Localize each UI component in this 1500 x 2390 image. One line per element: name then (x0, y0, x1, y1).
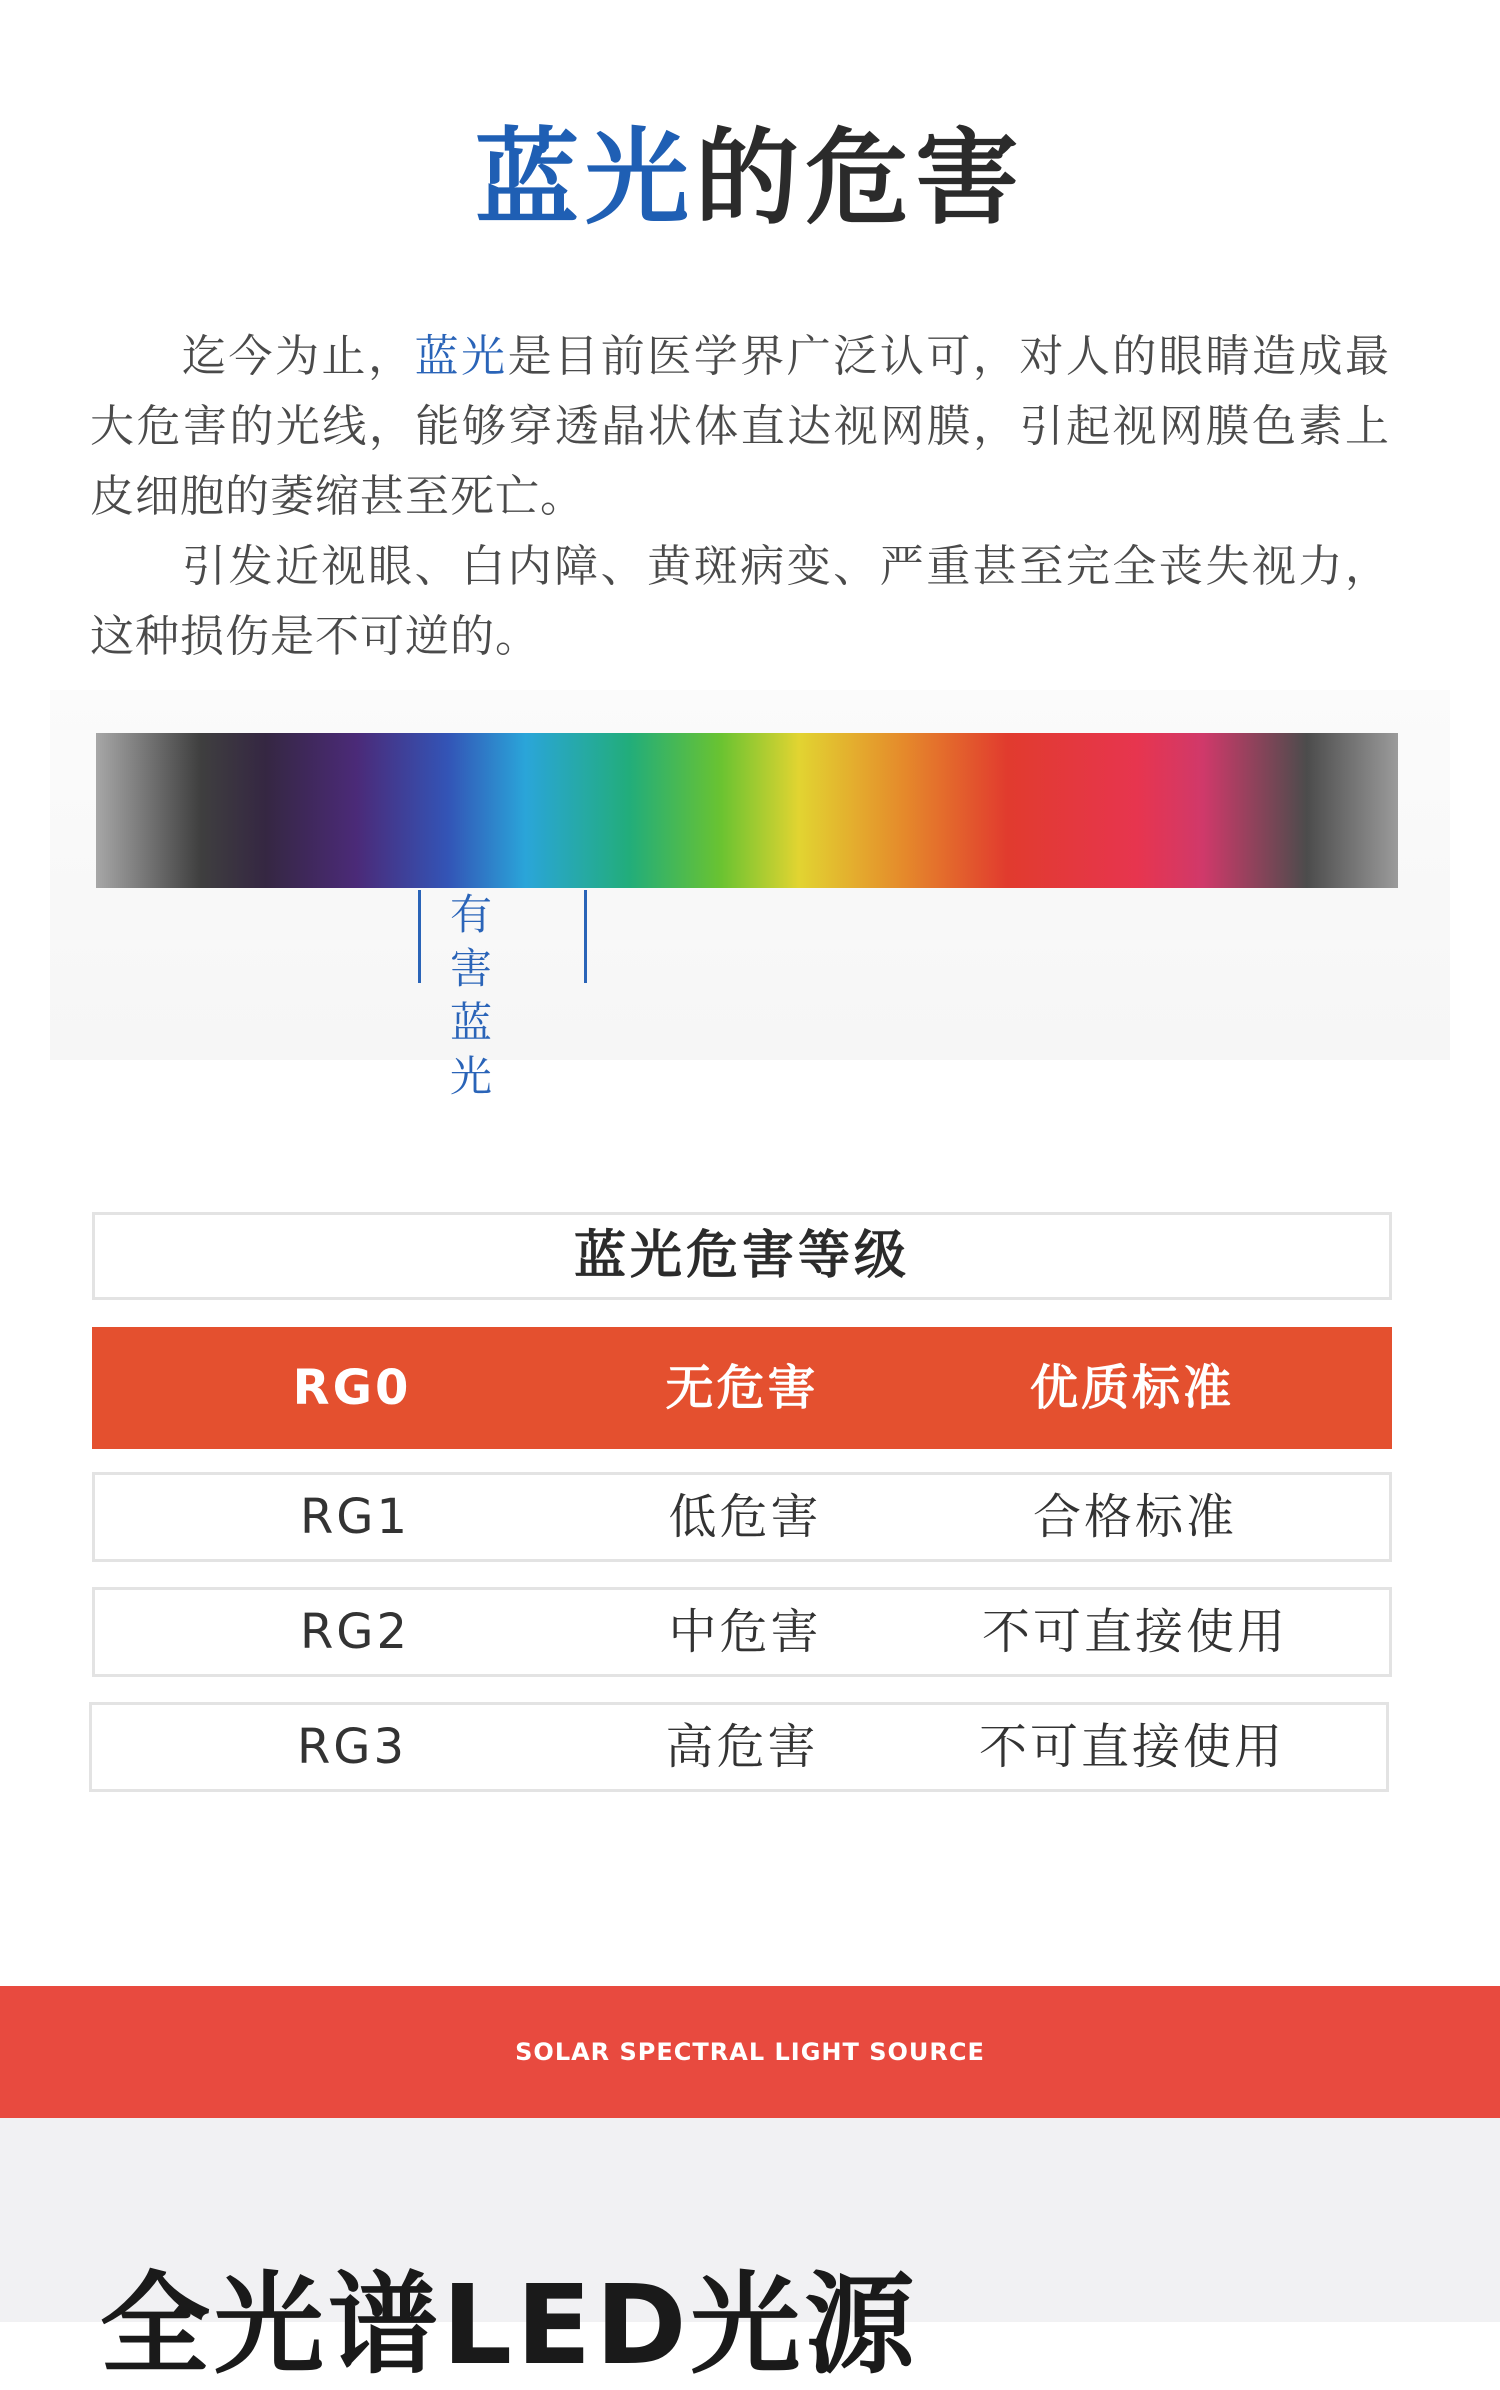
page-title (0, 118, 1500, 238)
harmful-blue-bracket-right (584, 890, 587, 983)
hazard-degree: 中危害 (668, 1604, 822, 1660)
harmful-blue-label (450, 888, 560, 1104)
next-section-title: 全光谱LED光源 (100, 2261, 919, 2389)
intro-paragraph-2: 引发近视眼、白内障、黄斑病变、严重甚至完全丧失视力，这种损伤是不可逆的。 (90, 541, 1390, 662)
hazard-standard: 不可直接使用 (981, 1604, 1288, 1660)
hazard-degree: 高危害 (665, 1719, 819, 1775)
hazard-level: RG3 (296, 1719, 408, 1775)
hazard-degree: 无危害 (665, 1360, 819, 1416)
harmful-blue-bracket-left (418, 890, 421, 983)
intro-paragraph-1 (90, 322, 1390, 532)
hazard-standard: 不可直接使用 (978, 1719, 1285, 1775)
intro-p1-highlight: 蓝光 (414, 331, 508, 382)
section-banner: SOLAR SPECTRAL LIGHT SOURCE (0, 1986, 1500, 2118)
harmful-blue-label-line1: 有害 (450, 890, 507, 993)
hazard-standard: 合格标准 (1032, 1489, 1237, 1545)
hazard-level: RG0 (292, 1360, 412, 1416)
hazard-table-title: 蓝光危害等级 (92, 1212, 1392, 1300)
next-section (0, 2118, 1500, 2389)
hazard-level: RG2 (299, 1604, 411, 1660)
hazard-table-row-rg2 (92, 1587, 1392, 1677)
hazard-table-row-rg1 (92, 1472, 1392, 1562)
page-title-rest: 的危害 (695, 117, 1026, 239)
intro-p1-after: 是目前医学界广泛认可，对人的眼睛造成最大危害的光线，能够穿透晶状体直达视网膜，引起视网膜色素上皮细胞的萎缩甚至死亡。 (90, 331, 1391, 522)
page-title-highlight: 蓝光 (474, 117, 695, 239)
hazard-degree: 低危害 (668, 1489, 822, 1545)
harmful-blue-label-line2: 蓝光 (450, 998, 507, 1101)
hazard-table-row-rg0 (92, 1327, 1392, 1449)
hazard-standard: 优质标准 (1029, 1360, 1234, 1416)
hazard-table-row-rg3 (89, 1702, 1389, 1792)
spectrum-bar (96, 733, 1398, 888)
hazard-level: RG1 (299, 1489, 411, 1545)
intro-p1-before: 迄今为止， (182, 331, 415, 382)
